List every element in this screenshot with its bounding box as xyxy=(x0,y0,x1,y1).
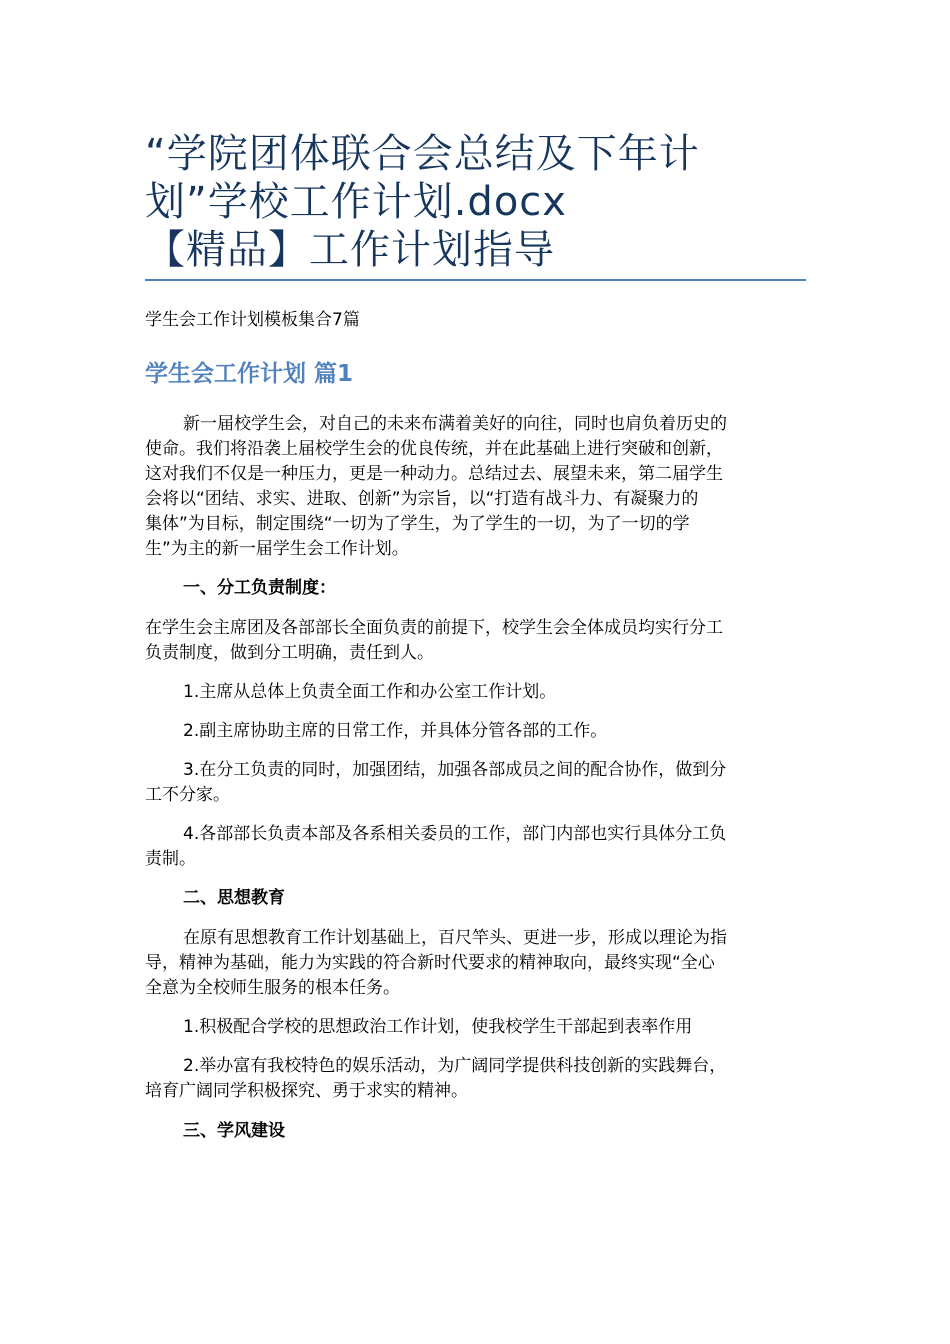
title-line-1: “学院团体联合会总结及下年计 xyxy=(145,131,700,177)
list-item xyxy=(145,680,800,705)
intro-line: 生”为主的新一届学生会工作计划。 xyxy=(145,539,409,559)
list-item-text: 2.副主席协助主席的日常工作，并具体分管各部的工作。 xyxy=(183,721,608,741)
paragraph-division-of-work xyxy=(145,616,800,666)
paragraph-line: 导，精神为基础，能力为实践的符合新时代要求的精神取向，最终实现“全心 xyxy=(145,953,715,973)
list-item-text: 1.主席从总体上负责全面工作和办公室工作计划。 xyxy=(183,682,557,702)
heading-division-of-work xyxy=(145,576,800,601)
heading-text: 一、分工负责制度： xyxy=(183,578,336,598)
document-title xyxy=(145,130,805,274)
list-item xyxy=(145,719,800,744)
intro-line: 新一届校学生会，对自己的未来布满着美好的向往，同时也肩负着历史的 xyxy=(183,414,727,434)
heading-ideological-education xyxy=(145,886,800,911)
intro-line: 集体”为目标，制定围绕“一切为了学生，为了学生的一切，为了一切的学 xyxy=(145,514,690,534)
heading-text: 二、思想教育 xyxy=(183,888,285,908)
paragraph-line: 在原有思想教育工作计划基础上，百尺竿头、更进一步，形成以理论为指 xyxy=(183,928,727,948)
intro-paragraph xyxy=(145,412,800,562)
list-item xyxy=(145,1015,800,1040)
list-item-text: 3.在分工负责的同时，加强团结，加强各部成员之间的配合协作，做到分 xyxy=(183,760,727,780)
intro-line: 使命。我们将沿袭上届校学生会的优良传统，并在此基础上进行突破和创新， xyxy=(145,439,723,459)
intro-line: 这对我们不仅是一种压力，更是一种动力。总结过去、展望未来，第二届学生 xyxy=(145,464,723,484)
title-line-2: 划”学校工作计划.docx xyxy=(145,179,567,225)
list-item-text: 责制。 xyxy=(145,849,196,869)
document-subtitle: 学生会工作计划模板集合7篇 xyxy=(145,310,360,330)
heading-study-style xyxy=(145,1119,800,1144)
list-item-text: 工不分家。 xyxy=(145,785,230,805)
paragraph-line: 全意为全校师生服务的根本任务。 xyxy=(145,978,400,998)
paragraph-ideological-education xyxy=(145,926,800,1001)
list-item xyxy=(145,822,800,872)
section-heading: 学生会工作计划 篇1 xyxy=(145,361,354,387)
list-item-text: 4.各部部长负责本部及各系相关委员的工作，部门内部也实行具体分工负 xyxy=(183,824,727,844)
list-item-text: 培育广阔同学积极探究、勇于求实的精神。 xyxy=(145,1081,468,1101)
list-item-text: 1.积极配合学校的思想政治工作计划，使我校学生干部起到表率作用 xyxy=(183,1017,693,1037)
title-line-3: 【精品】工作计划指导 xyxy=(145,227,555,273)
title-divider xyxy=(145,279,806,281)
list-item xyxy=(145,758,800,808)
heading-text: 三、学风建设 xyxy=(183,1121,285,1141)
list-item xyxy=(145,1054,800,1104)
list-item-text: 2.举办富有我校特色的娱乐活动，为广阔同学提供科技创新的实践舞台， xyxy=(183,1056,727,1076)
paragraph-line: 在学生会主席团及各部部长全面负责的前提下，校学生会全体成员均实行分工 xyxy=(145,618,723,638)
paragraph-line: 负责制度，做到分工明确，责任到人。 xyxy=(145,643,434,663)
intro-line: 会将以“团结、求实、进取、创新”为宗旨，以“打造有战斗力、有凝聚力的 xyxy=(145,489,699,509)
